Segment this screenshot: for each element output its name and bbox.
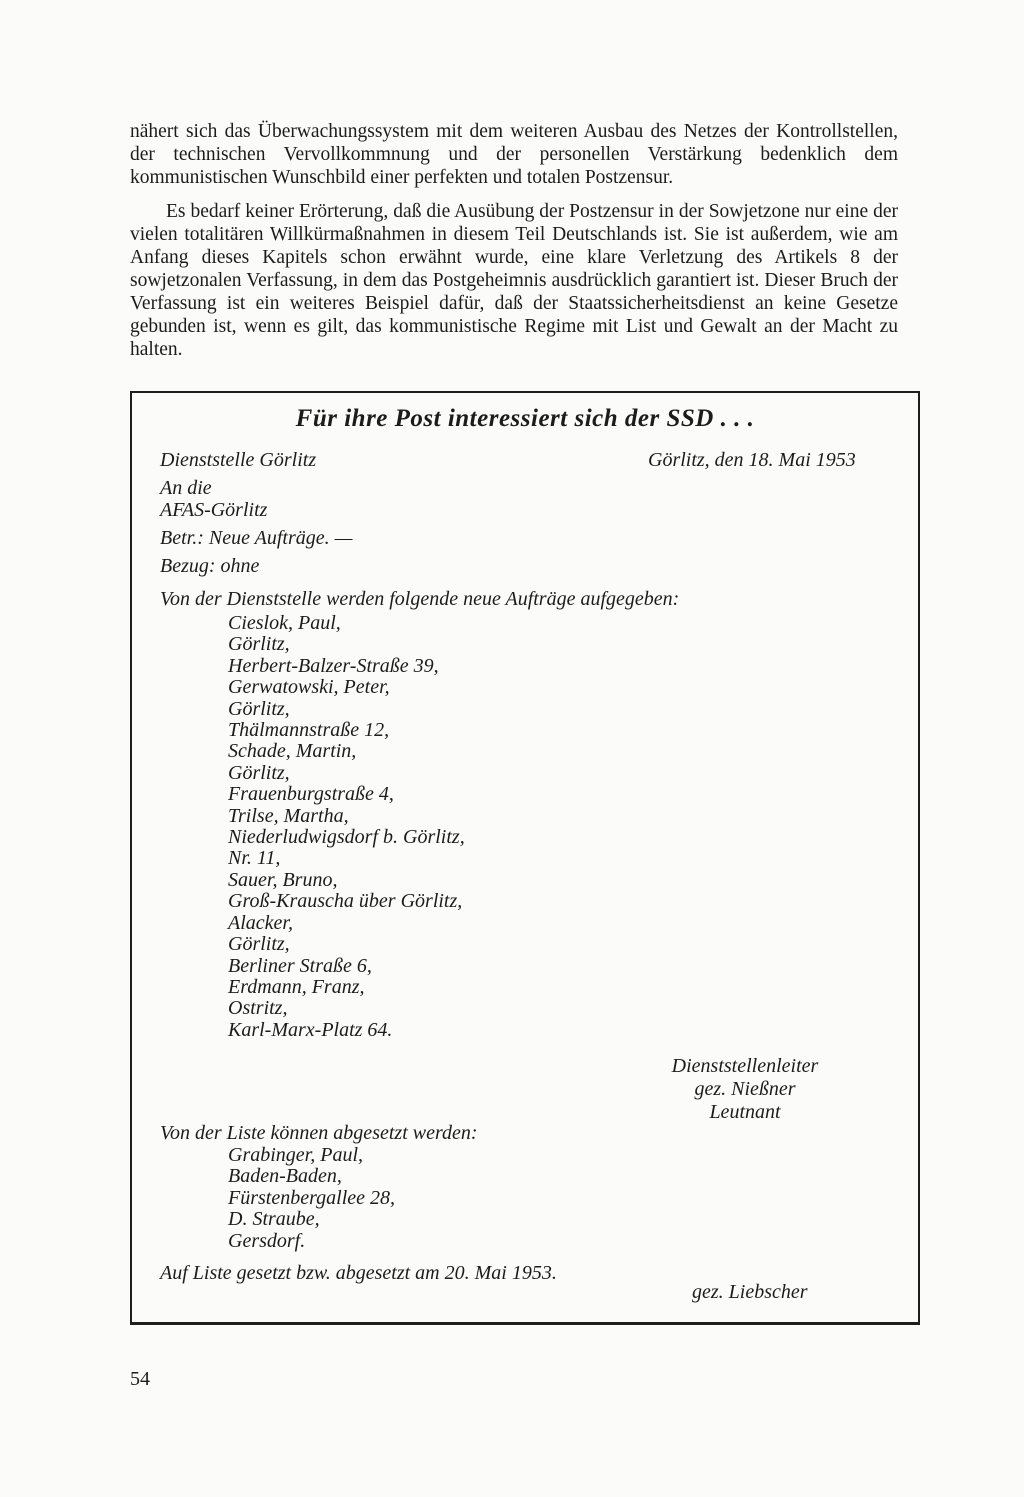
list-item: Herbert-Balzer-Straße 39, [228,654,439,677]
paragraph-2: Es bedarf keiner Erörterung, daß die Ausübung der Postzensur in der Sowjetzone nur eine der vielen totalitären Willkürmaßnahmen in diesem Teil Deutschlands ist. Sie ist außerdem, wie am Anfang dieses Kapitels schon erwähnt wurde, eine klare Verletzung des Artikels 8 der sowjetzonalen Verfassung, in dem das Postgeheimnis ausdrücklich garantiert ist. Dieser Bruch der Verfassung ist ein weiteres Beispiel dafür, daß der Staatssicherheitsdienst an keine Gesetze gebunden ist, wenn es gilt, das kommunistische Regime mit List und Gewalt an der Macht zu halten. [130,201,898,360]
removed-list [228,1145,395,1252]
list-item: D. Straube, [228,1208,320,1231]
signature-name: gez. Nießner [694,1078,796,1100]
list-item: Niederludwigsdorf b. Görlitz, [228,826,465,849]
box-bottom-rule [130,1322,920,1325]
recipient-line-2: AFAS-Görlitz [160,499,268,521]
list-item: Ostritz, [228,997,288,1020]
signature-block [630,1055,860,1124]
paragraph-1: nähert sich das Überwachungssystem mit dem weiteren Ausbau des Netzes der Kontrollstellen, der technischen Vervollkommnung und der personellen Verstärkung bedenklich dem kommunistischen Wunschbild einer perfekten und totalen Postzensur. [130,121,898,188]
reference-line: Bezug: ohne [160,555,260,577]
new-orders-list [228,613,465,1041]
list-item: Trilse, Martha, [228,804,349,827]
removal-intro: Von der Liste können abgesetzt werden: [160,1122,478,1144]
office-line: Dienststelle Görlitz [160,449,317,471]
list-item: Görlitz, [228,933,290,956]
box-top-rule [130,391,920,393]
list-item: Thälmannstraße 12, [228,719,390,742]
list-item: Görlitz, [228,761,290,784]
recipient-line-1: An die [160,477,212,499]
list-item: Groß-Krauscha über Görlitz, [228,890,463,913]
list-item: Görlitz, [228,697,290,720]
list-item: Sauer, Bruno, [228,868,338,891]
list-item: Erdmann, Franz, [228,975,365,998]
box-title: Für ihre Post interessiert sich der SSD . . . [295,405,755,432]
list-item: Gersdorf. [228,1229,306,1252]
list-item: Berliner Straße 6, [228,954,372,977]
list-item: Grabinger, Paul, [228,1144,363,1166]
list-item: Alacker, [228,911,293,934]
box-left-rule [130,391,132,1322]
list-item: Karl-Marx-Platz 64. [228,1018,393,1041]
list-item: Cieslok, Paul, [228,612,341,634]
list-item: Baden-Baden, [228,1165,342,1188]
signature-title: Dienststellenleiter [671,1055,819,1077]
list-item: Görlitz, [228,633,290,656]
list-item: Gerwatowski, Peter, [228,676,390,699]
orders-intro: Von der Dienststelle werden folgende neue Aufträge aufgegeben: [160,588,680,610]
date-line: Görlitz, den 18. Mai 1953 [648,449,856,471]
list-item: Fürstenbergallee 28, [228,1186,396,1209]
box-right-rule [918,391,920,1322]
subject-line: Betr.: Neue Aufträge. — [160,527,353,549]
page-number: 54 [130,1368,150,1390]
list-item: Schade, Martin, [228,740,357,763]
closing-signature: gez. Liebscher [692,1281,808,1303]
list-item: Nr. 11, [228,847,281,870]
closing-line: Auf Liste gesetzt bzw. abgesetzt am 20. Mai 1953. [160,1262,557,1284]
list-item: Frauenburgstraße 4, [228,783,394,806]
signature-rank: Leutnant [709,1101,781,1123]
